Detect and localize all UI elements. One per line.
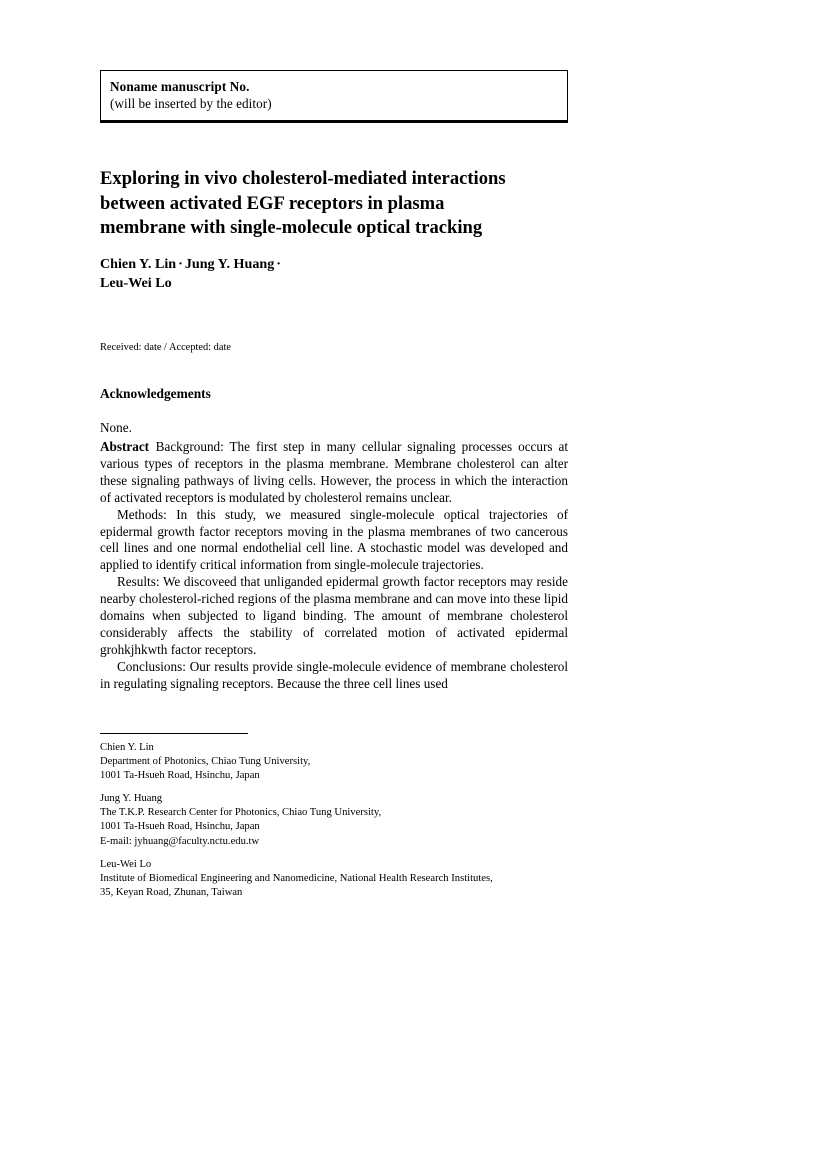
footnote-rule [100,733,248,734]
abstract-paragraph-methods: Methods: In this study, we measured single-molecule optical trajectories of epidermal growth factor receptors moving in the plasma membranes of two cancerous cell lines and one normal endothelial cell line. A stochastic model was developed and applied to identify critical information from single-molecule trajectories. [100,506,568,573]
author-name: Chien Y. Lin [100,256,177,272]
affiliation-author-name: Leu-Wei Lo [100,858,152,870]
author-name: Leu-Wei Lo [100,275,172,292]
affiliation-line: The T.K.P. Research Center for Photonics, Chiao Tung University, [100,807,382,819]
affiliation-entry [100,741,578,783]
affiliation-author-name: Chien Y. Lin [100,742,154,753]
affiliation-line: 1001 Ta-Hsueh Road, Hsinchu, Japan [100,770,260,782]
author-separator-icon: · [178,256,183,272]
received-accepted-line: Received: date / Accepted: date [100,342,231,353]
abstract-section [100,439,568,693]
affiliation-block [100,741,578,900]
affiliation-line: Department of Photonics, Chiao Tung University, [100,756,311,768]
title-line-3: membrane with single-molecule optical tracking [100,217,483,239]
abstract-paragraph-results: Results: We discoveed that unliganded epidermal growth factor receptors may reside nearby cholesterol-riched regions of the plasma membrane and can move into these lipid domains when subjected to ligand binding. The amount of membrane cholesterol considerably affects the stability of correlated motion of activated epidermal grohkjhkwth factor receptors. [100,574,568,657]
page-title [100,167,568,241]
affiliation-line: 35, Keyan Road, Zhunan, Taiwan [100,886,243,898]
author-separator-icon: · [276,256,281,272]
author-list [100,255,568,294]
header-rule [100,120,568,123]
affiliation-author-name: Jung Y. Huang [100,793,163,805]
abstract-paragraph-text: Background: The first step in many cellular signaling processes occurs at various types of receptors in the plasma membrane. Membrane cholesterol can alter these signaling pathways of living cells. However, the process in which the interaction of activated receptors is modulated by cholesterol remains unclear. [100,439,568,505]
author-name: Jung Y. Huang [184,256,275,272]
manuscript-number-subtitle: (will be inserted by the editor) [110,96,272,112]
acknowledgements-heading: Acknowledgements [100,386,211,401]
abstract-paragraph-background [100,439,568,507]
abstract-label: Abstract [100,439,150,454]
title-line-1: Exploring in vivo cholesterol-mediated interactions [100,168,506,189]
affiliation-entry [100,858,578,900]
abstract-paragraph-conclusions: Conclusions: Our results provide single-molecule evidence of membrane cholesterol in regulating signaling receptors. Because the three cell lines used [100,658,568,691]
manuscript-number-title: Noname manuscript No. [110,79,250,94]
title-line-2: between activated EGF receptors in plasma [100,192,445,214]
affiliation-entry [100,792,578,848]
affiliation-email[interactable]: E-mail: jyhuang@faculty.nctu.edu.tw [100,835,260,847]
acknowledgements-body: None. [100,420,132,435]
affiliation-line: 1001 Ta-Hsueh Road, Hsinchu, Japan [100,821,260,833]
manuscript-number-box [100,70,568,122]
affiliation-line: Institute of Biomedical Engineering and Nanomedicine, National Health Research Institutes, [100,872,493,884]
